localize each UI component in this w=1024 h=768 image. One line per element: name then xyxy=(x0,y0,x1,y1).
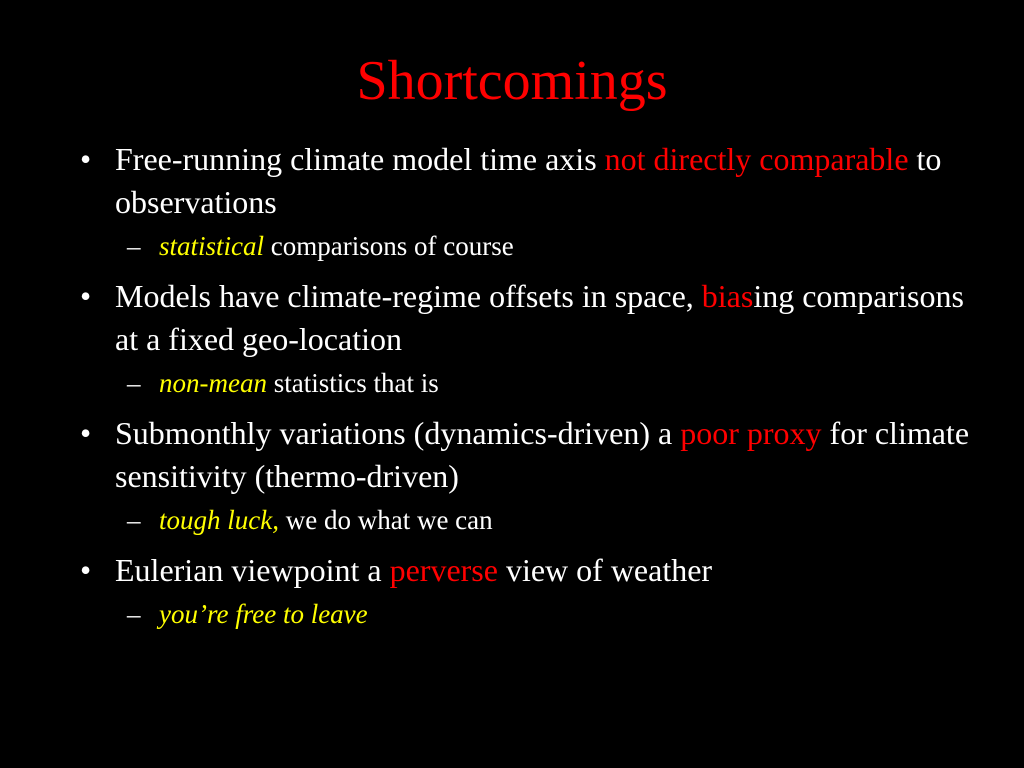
sub-bullet-item xyxy=(76,230,976,263)
sub-bullet-text: we do what we can xyxy=(278,505,493,535)
dash-icon: – xyxy=(127,368,141,398)
sub-bullet-text: statistics that is xyxy=(266,368,439,398)
bullet-text: Submonthly variations (dynamics-driven) a xyxy=(115,415,681,451)
bullet-text: to observations xyxy=(115,141,942,220)
dash-icon: – xyxy=(127,231,141,261)
bullet-icon: • xyxy=(80,278,92,314)
slide-title: Shortcomings xyxy=(356,50,668,112)
bullet-icon: • xyxy=(80,552,92,588)
sub-bullet-emphasis: tough luck, xyxy=(159,505,279,535)
bullet-text: Free-running climate model time axis xyxy=(115,141,605,177)
bullet-emphasis: not directly comparable xyxy=(604,141,909,177)
dash-icon: – xyxy=(127,599,141,629)
bullet-text: ing comparisons at a fixed geo-location xyxy=(115,278,964,357)
bullet-icon: • xyxy=(80,415,92,451)
bullet-text: Models have climate-regime offsets in space, xyxy=(115,278,702,314)
sub-bullet-item xyxy=(76,367,976,400)
dash-icon: – xyxy=(127,505,141,535)
bullet-emphasis: poor proxy xyxy=(680,415,822,451)
sub-bullet-emphasis: statistical xyxy=(159,231,265,261)
bullet-text: Eulerian viewpoint a xyxy=(115,552,390,588)
sub-bullet-emphasis: non-mean xyxy=(159,368,267,398)
bullet-item xyxy=(76,412,976,498)
bullet-item xyxy=(76,138,976,224)
bullet-text: for climate sensitivity (thermo-driven) xyxy=(115,415,970,494)
bullet-list xyxy=(76,138,976,643)
bullet-item xyxy=(76,549,976,592)
bullet-emphasis: bias xyxy=(701,278,754,314)
bullet-text: view of weather xyxy=(497,552,713,588)
sub-bullet-item xyxy=(76,598,976,631)
bullet-emphasis: perverse xyxy=(389,552,498,588)
bullet-icon: • xyxy=(80,141,92,177)
sub-bullet-item xyxy=(76,504,976,537)
sub-bullet-text: comparisons of course xyxy=(264,231,514,261)
sub-bullet-emphasis: you’re free to leave xyxy=(159,599,368,629)
bullet-item xyxy=(76,275,976,361)
